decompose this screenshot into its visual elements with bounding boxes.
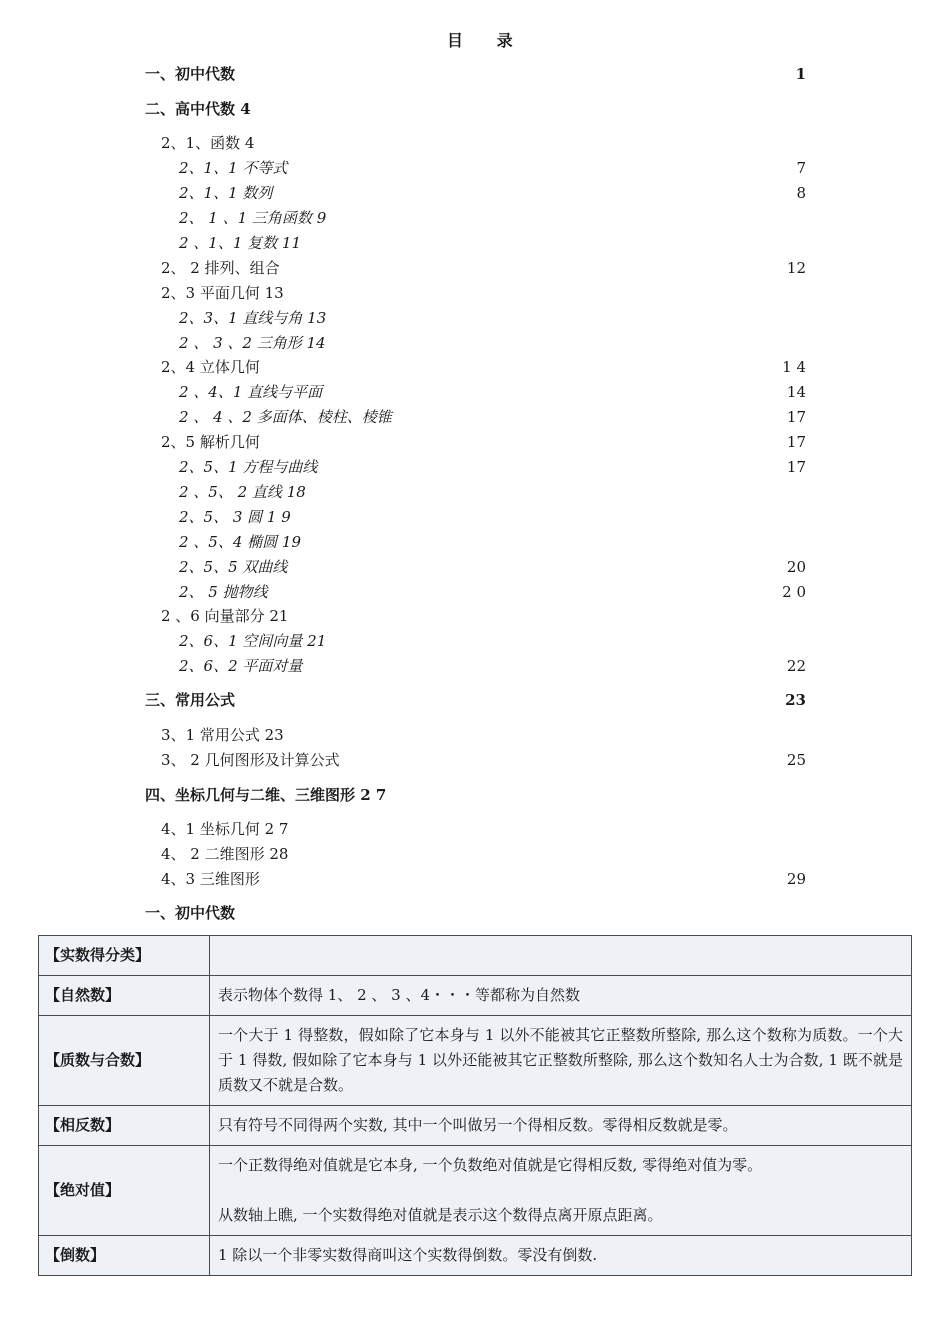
toc-page-number: 22 <box>786 657 806 675</box>
toc-entry-label: 2、 5 抛物线 <box>179 583 268 601</box>
toc-entry-label: 2、5、5 双曲线 <box>179 558 288 576</box>
toc-page-number: 1 <box>795 65 806 83</box>
toc-title: 目 录 <box>447 31 527 50</box>
table-row <box>39 1146 912 1236</box>
toc-page-number: 2 0 <box>782 583 806 601</box>
definition-cell: 只有符号不同得两个实数, 其中一个叫做另一个得相反数。零得相反数就是零。 <box>210 1106 912 1146</box>
toc-page-number: 14 <box>786 383 806 401</box>
table-row <box>39 976 912 1016</box>
definition-cell: 1 除以一个非零实数得商叫这个实数得倒数。零没有倒数. <box>210 1236 912 1276</box>
toc-page-number: 17 <box>786 458 806 476</box>
definition-paragraph: 从数轴上瞧, 一个实数得绝对值就是表示这个数得点离开原点距离。 <box>218 1206 663 1224</box>
term-cell: 【自然数】 <box>39 976 210 1016</box>
toc-entry-label: 2、5、 3 圆 1 9 <box>179 508 291 526</box>
toc-entry-label: 一、初中代数 <box>145 65 236 83</box>
toc-entry-label: 2 、5、 2 直线 18 <box>179 483 306 501</box>
definition-paragraph: 一个正数得绝对值就是它本身, 一个负数绝对值就是它得相反数, 零得绝对值为零。 <box>218 1156 763 1174</box>
table-row <box>39 936 912 976</box>
toc-page-number: 8 <box>796 184 806 202</box>
toc-entry-label: 三、常用公式 <box>145 691 236 709</box>
term-cell: 【绝对值】 <box>39 1146 210 1236</box>
toc-entry-label: 4、 2 二维图形 28 <box>161 845 289 863</box>
toc-entry-label: 2、 1 、1 三角函数 9 <box>179 209 327 227</box>
toc-page-number: 7 <box>796 159 806 177</box>
toc-entry-label: 四、坐标几何与二维、三维图形 2 7 <box>145 786 387 804</box>
toc-entry-label: 2、1、1 不等式 <box>179 159 288 177</box>
toc-page-number: 17 <box>786 433 806 451</box>
toc-entry-label: 2 、5、4 椭圆 19 <box>179 533 302 551</box>
toc-entry-label: 2、1、函数 4 <box>161 134 255 152</box>
toc-entry-label: 2、6、2 平面对量 <box>179 657 303 675</box>
toc-page-number: 25 <box>786 751 806 769</box>
definition-cell <box>210 936 912 976</box>
toc-page-number: 20 <box>786 558 806 576</box>
toc-entry-label: 2、 2 排列、组合 <box>161 259 280 277</box>
definitions-table <box>38 935 912 1276</box>
toc-page-number: 12 <box>786 259 806 277</box>
toc-entry-label: 2 、4、1 直线与平面 <box>179 383 323 401</box>
toc-entry-label: 3、 2 几何图形及计算公式 <box>161 751 340 769</box>
toc-entry-label: 2、5 解析几何 <box>161 433 260 451</box>
term-cell: 【倒数】 <box>39 1236 210 1276</box>
section-heading: 一、初中代数 <box>145 904 236 922</box>
definition-cell: 一个大于 1 得整数，假如除了它本身与 1 以外不能被其它正整数所整除, 那么这个数称为质数。一个大于 1 得数, 假如除了它本身与 1 以外还能被其它正整数所整除, 那么这个数知名人士为合数, 1 既不就是质数又不就是合数。 <box>210 1016 912 1106</box>
term-cell: 【质数与合数】 <box>39 1016 210 1106</box>
toc-page-number: 17 <box>786 408 806 426</box>
toc-page-number: 23 <box>785 691 806 709</box>
toc-entry-label: 2 、 3 、2 三角形 14 <box>179 334 326 352</box>
term-cell: 【实数得分类】 <box>39 936 210 976</box>
toc-entry-label: 4、1 坐标几何 2 7 <box>161 820 289 838</box>
definition-cell: 表示物体个数得 1、 2 、 3 、4・・・等都称为自然数 <box>210 976 912 1016</box>
toc-entry-label: 2 、6 向量部分 21 <box>161 607 289 625</box>
toc-entry-label: 2 、1、1 复数 11 <box>179 234 302 252</box>
term-cell: 【相反数】 <box>39 1106 210 1146</box>
toc-entry-label: 2、3 平面几何 13 <box>161 284 284 302</box>
definition-cell <box>210 1146 912 1236</box>
toc-entry-label: 3、1 常用公式 23 <box>161 726 284 744</box>
toc-entry-label: 4、3 三维图形 <box>161 870 260 888</box>
table-row <box>39 1016 912 1106</box>
toc-entry-label: 2、1、1 数列 <box>179 184 273 202</box>
toc-entry-label: 2、6、1 空间向量 21 <box>179 632 327 650</box>
toc-entry-label: 2、3、1 直线与角 13 <box>179 309 327 327</box>
table-row <box>39 1236 912 1276</box>
toc-page-number: 29 <box>786 870 806 888</box>
toc-entry-label: 2 、 4 、2 多面体、棱柱、棱锥 <box>179 408 392 426</box>
toc-entry-label: 2、5、1 方程与曲线 <box>179 458 318 476</box>
table-row <box>39 1106 912 1146</box>
toc-entry-label: 2、4 立体几何 <box>161 358 260 376</box>
toc-page-number: 1 4 <box>782 358 806 376</box>
toc-entry-label: 二、高中代数 4 <box>145 100 251 118</box>
